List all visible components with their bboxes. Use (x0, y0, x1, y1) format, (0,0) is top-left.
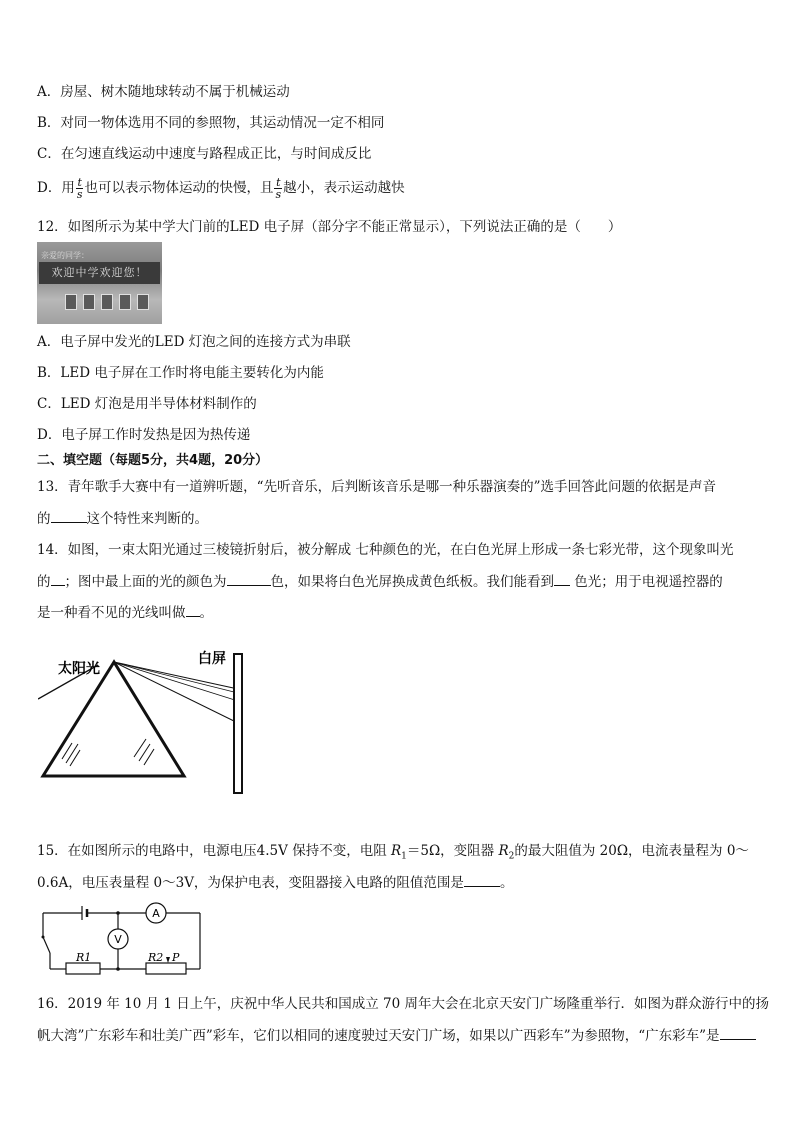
fraction-denominator: s (275, 188, 282, 201)
q15-text-c: 的最大阻值为 20Ω，电流表量程为 0～ (514, 843, 749, 859)
building-window (101, 294, 113, 310)
r1-symbol: R (390, 843, 402, 859)
q13-line-1: 13．青年歌手大赛中有一道辨听题，“先听音乐，后判断该音乐是哪一种乐器演奏的”选手回答此问题的依据是声音 (37, 479, 716, 495)
q16-line-1: 16．2019 年 10 月 1 日上午，庆祝中华人民共和国成立 70 周年大会在北京天安门广场隆重举行．如图为群众游行中的扬 (37, 996, 770, 1012)
q12-option-c: C．LED 灯泡是用半导体材料制作的 (37, 396, 257, 412)
q11-option-d-suffix: 越小，表示运动越快 (283, 180, 405, 196)
sunlight-label: 太阳光 (58, 661, 100, 677)
switch-pivot (42, 936, 45, 939)
q14-line-2 (37, 571, 723, 592)
answer-blank[interactable] (51, 571, 65, 586)
answer-blank[interactable] (227, 571, 271, 586)
glass-hatch (134, 739, 146, 757)
q13-line-2-prefix: 的 (37, 511, 51, 527)
r1-subscript: 1 (401, 851, 407, 862)
q14-line-1: 14．如图，一束太阳光通过三棱镜折射后，被分解成 七种颜色的光，在白色光屏上形成一条七彩光带，这个现象叫光 (37, 542, 734, 558)
q11-option-d-middle: 也可以表示物体运动的快慢，且 (84, 180, 274, 196)
r2-subscript: 2 (508, 851, 515, 862)
q14-text-e: 是一种看不见的光线叫做 (37, 605, 186, 621)
white-screen (234, 654, 242, 793)
answer-blank[interactable] (554, 571, 570, 586)
slider-arrow (166, 957, 170, 963)
building-window (83, 294, 95, 310)
section-title-fill-in: 二、填空题（每题5分，共4题，20分） (37, 453, 269, 468)
answer-blank[interactable] (464, 872, 500, 887)
resistor-r1 (66, 963, 100, 974)
fraction-numerator: t (77, 176, 82, 189)
q14-text-c: 色，如果将白色光屏换成黄色纸板。我们能看到 (270, 574, 554, 590)
r2-symbol: R (498, 843, 509, 859)
rheostat-r2-label: R2 (148, 951, 164, 964)
q11-option-c: C．在匀速直线运动中速度与路程成正比，与时间成反比 (37, 146, 372, 162)
q15-text-a: 15．在如图所示的电路中，电源电压4.5V 保持不变，电阻 (37, 843, 391, 859)
q15-text-b: ＝5Ω，变阻器 (406, 843, 499, 859)
fraction-numerator: t (276, 176, 281, 189)
led-screen-photo (37, 242, 162, 324)
q14-text-a: 的 (37, 574, 51, 590)
junction (116, 911, 120, 915)
switch (43, 937, 50, 953)
fraction-t-over-s-2 (274, 177, 282, 200)
q11-option-d-prefix: D．用 (37, 180, 75, 196)
fraction-denominator: s (76, 188, 83, 201)
q14-text-f: 。 (199, 605, 213, 621)
q15-line-1 (37, 841, 749, 867)
circuit-diagram (38, 899, 208, 979)
building-window (119, 294, 131, 310)
led-screen-top-text: 亲爱的同学： (41, 251, 89, 260)
answer-blank[interactable] (51, 508, 87, 523)
building-window (137, 294, 149, 310)
q15-line-2 (37, 872, 513, 893)
fraction-t-over-s (76, 177, 84, 200)
q16-line-2-text: 帆大湾”广东彩车和壮美广西”彩车，它们以相同的速度驶过天安门广场，如果以广西彩车”为参照物，“广东彩车”是 (37, 1028, 720, 1044)
q12-option-b: B．LED 电子屏在工作时将电能主要转化为内能 (37, 365, 324, 381)
q15-text-d: 0.6A，电压表量程 0～3V，为保护电表，变阻器接入电路的阻值范围是 (37, 875, 464, 891)
slider-label: P (172, 951, 180, 964)
led-screen-sign: 欢迎中学欢迎您！ (39, 262, 160, 284)
building-window (65, 294, 77, 310)
answer-blank[interactable] (186, 602, 200, 617)
q11-option-a: A．房屋、树木随地球转动不属于机械运动 (37, 84, 290, 100)
prism-triangle (43, 662, 184, 776)
q14-text-b: ；图中最上面的光的颜色为 (64, 574, 227, 590)
glass-hatch (70, 750, 80, 766)
q14-line-3 (37, 602, 213, 623)
q12-option-d: D．电子屏工作时发热是因为热传递 (37, 427, 251, 443)
q13-line-2 (37, 508, 208, 529)
answer-blank[interactable] (720, 1025, 756, 1040)
q15-text-e: 。 (499, 875, 514, 891)
q14-text-d: 色光；用于电视遥控器的 (570, 574, 723, 590)
q12-option-a: A．电子屏中发光的LED 灯泡之间的连接方式为串联 (37, 334, 351, 350)
q13-line-2-suffix: 这个特性来判断的。 (86, 511, 208, 527)
prism-figure (38, 645, 253, 800)
q16-line-2 (37, 1025, 756, 1046)
q12-stem: 12．如图所示为某中学大门前的LED 电子屏（部分字不能正常显示），下列说法正确的是（ ） (37, 219, 622, 235)
q11-option-d (37, 177, 405, 200)
junction (116, 967, 120, 971)
resistor-r1-label: R1 (76, 951, 92, 964)
white-screen-label: 白屏 (198, 651, 226, 667)
ammeter-label: A (152, 907, 160, 920)
rheostat-r2 (146, 963, 186, 974)
glass-hatch (66, 744, 78, 763)
q11-option-b: B．对同一物体选用不同的参照物，其运动情况一定不相同 (37, 115, 385, 131)
voltmeter-label: V (114, 933, 122, 946)
